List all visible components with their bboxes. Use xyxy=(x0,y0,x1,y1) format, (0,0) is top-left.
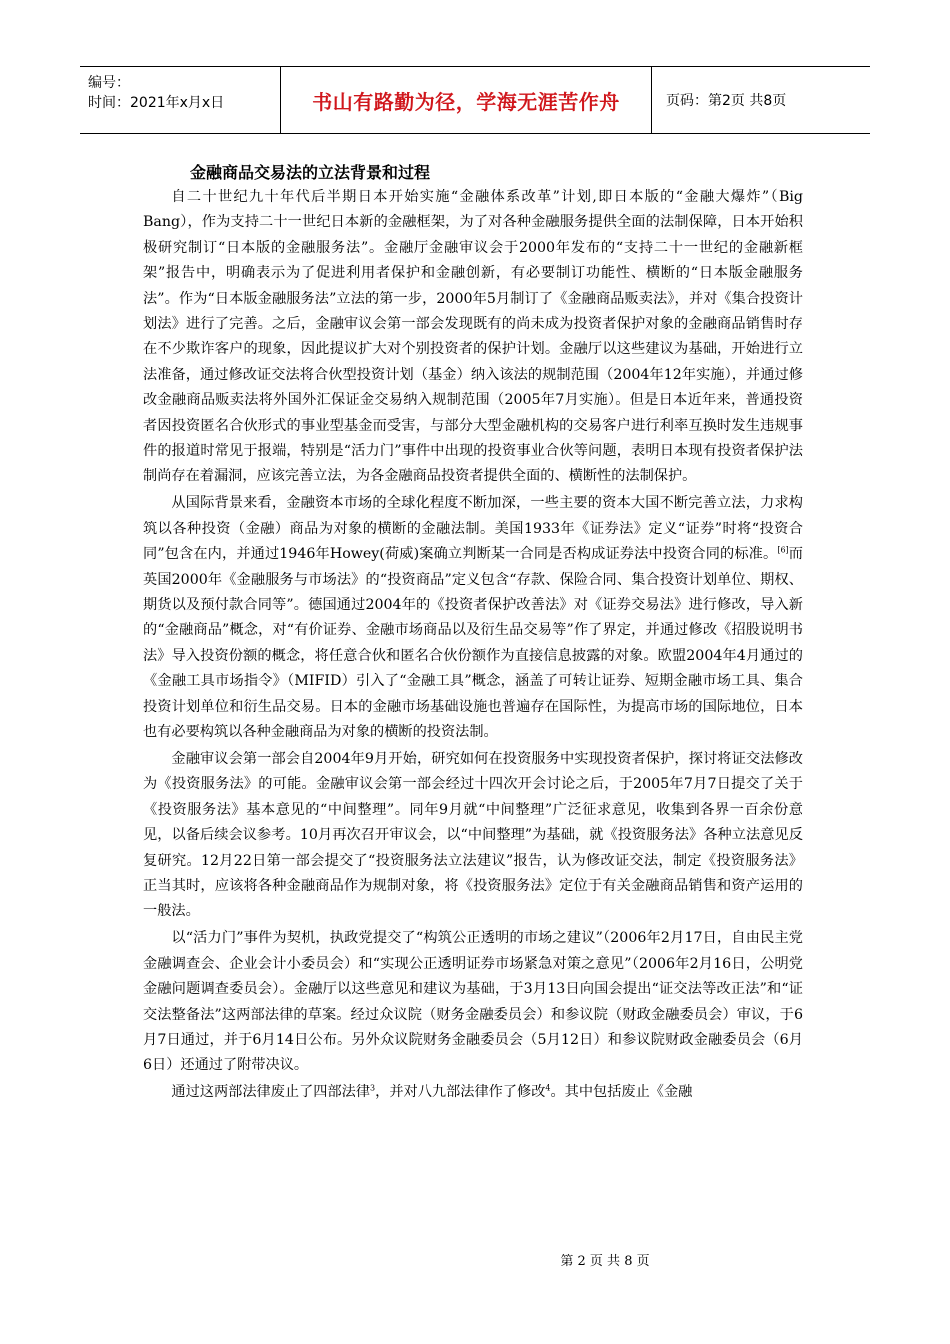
number-label: 编号： xyxy=(88,75,130,91)
paragraph: 从国际背景来看，金融资本市场的全球化程度不断加深，一些主要的资本大国不断完善立法，力求构筑以各种投资（金融）商品为对象的横断的金融法制。美国1933年《证券法》定义“证券”时将“投资合同”包含在内，并通过1946年Howey(荷威)案确立判断某一合同是否构成证券法中投资合同的标准。[6]而英国2000年《金融服务与市场法》的“投资商品”定义包含“存款、保险合同、集合投资计划单位、期权、期货以及预付款合同等”。德国通过2004年的《投资者保护改善法》对《证券交易法》进行修改，导入新的“金融商品”概念，对“有价证券、金融市场商品以及衍生品交易等”作了界定，并通过修改《招股说明书法》导入投资份额的概念，将任意合伙和匿名合伙份额作为直接信息披露的对象。欧盟2004年4月通过的《金融工具市场指令》（MIFID）引入了“金融工具”概念，涵盖了可转让证券、短期金融市场工具、集合投资计划单位和衍生品交易。日本的金融市场基础设施也普遍存在国际性，为提高市场的国际地位，日本也有必要构筑以各种金融商品为对象的横断的投资法制。 xyxy=(143,495,803,741)
header-meta xyxy=(80,67,280,133)
document-title: 金融商品交易法的立法背景和过程 xyxy=(190,163,431,182)
header-motto: 书山有路勤为径，学海无涯苦作舟 xyxy=(280,67,652,133)
page-footer: 第 2 页 共 8 页 xyxy=(560,1254,650,1269)
time-label: 时间：2021年x月x日 xyxy=(88,95,225,111)
paragraph: 金融审议会第一部会自2004年9月开始，研究如何在投资服务中实现投资者保护，探讨将证交法修改为《投资服务法》的可能。金融审议会第一部会经过十四次开会讨论之后，于2005年7月7日提交了关于《投资服务法》基本意见的“中间整理”。同年9月就“中间整理”广泛征求意见，收集到各界一百余份意见，以备后续会议参考。10月再次召开审议会，以“中间整理”为基础，就《投资服务法》各种立法意见反复研究。12月22日第一部会提交了“投资服务法立法建议”报告，认为修改证交法，制定《投资服务法》正当其时，应该将各种金融商品作为规制对象，将《投资服务法》定位于有关金融商品销售和资产运用的一般法。 xyxy=(143,750,803,920)
paragraph: 以“活力门”事件为契机，执政党提交了“构筑公正透明的市场之建议”（2006年2月17日，自由民主党金融调查会、企业会计小委员会）和“实现公正透明证券市场紧急对策之意见”（2006年2月16日，公明党金融问题调查委员会）。金融厅以这些意见和建议为基础，于3月13日向国会提出“证交法等改正法”和“证交法整备法”这两部法律的草案。经过众议院（财务金融委员会）和参议院（财政金融委员会）审议，于6月7日通过，并于6月14日公布。另外众议院财务金融委员会（5月12日）和参议院财政金融委员会（6月6日）还通过了附带决议。 xyxy=(143,930,803,1074)
document-body xyxy=(143,185,803,1107)
footnote-ref[interactable]: 4 xyxy=(545,1083,551,1093)
page-header xyxy=(80,66,870,134)
footnote-ref[interactable]: [6] xyxy=(777,545,789,555)
paragraph: 通过这两部法律废止了四部法律$^3$，并对八九部法律作了修改$^4$。其中包括废止《金融 xyxy=(171,1083,693,1101)
footnote-ref[interactable]: 3 xyxy=(370,1083,376,1093)
header-page-info: 页码：第2页 共8页 xyxy=(666,93,787,109)
paragraph: 自二十世纪九十年代后半期日本开始实施“金融体系改革”计划,即日本版的“金融大爆炸”（Big Bang），作为支持二十一世纪日本新的金融框架，为了对各种金融服务提供全面的法制保障，日本开始积极研究制订“日本版的金融服务法”。金融厅金融审议会于2000年发布的“支持二十一世纪的金融新框架”报告中，明确表示为了促进利用者保护和金融创新，有必要制订功能性、横断的“日本版金融服务法”。作为“日本版金融服务法”立法的第一步，2000年5月制订了《金融商品贩卖法》，并对《集合投资计划法》进行了完善。之后，金融审议会第一部会发现既有的尚未成为投资者保护对象的金融商品销售时存在不少欺诈客户的现象，因此提议扩大对个别投资者的保护计划。金融厅以这些建议为基础，开始进行立法准备，通过修改证交法将合伙型投资计划（基金）纳入该法的规制范围（2004年12年实施），并通过修改金融商品贩卖法将外国外汇保证金交易纳入规制范围（2005年7月实施）。但是日本近年来，普通投资者因投资匿名合伙形式的事业型基金而受害，与部分大型金融机构的交易客户进行利率互换时发生违规事件的报道时常见于报端，特别是“活力门”事件中出现的投资事业合伙等问题，表明日本现有投资者保护法制尚存在着漏洞，应该完善立法，为各金融商品投资者提供全面的、横断性的法制保护。 xyxy=(143,189,803,485)
